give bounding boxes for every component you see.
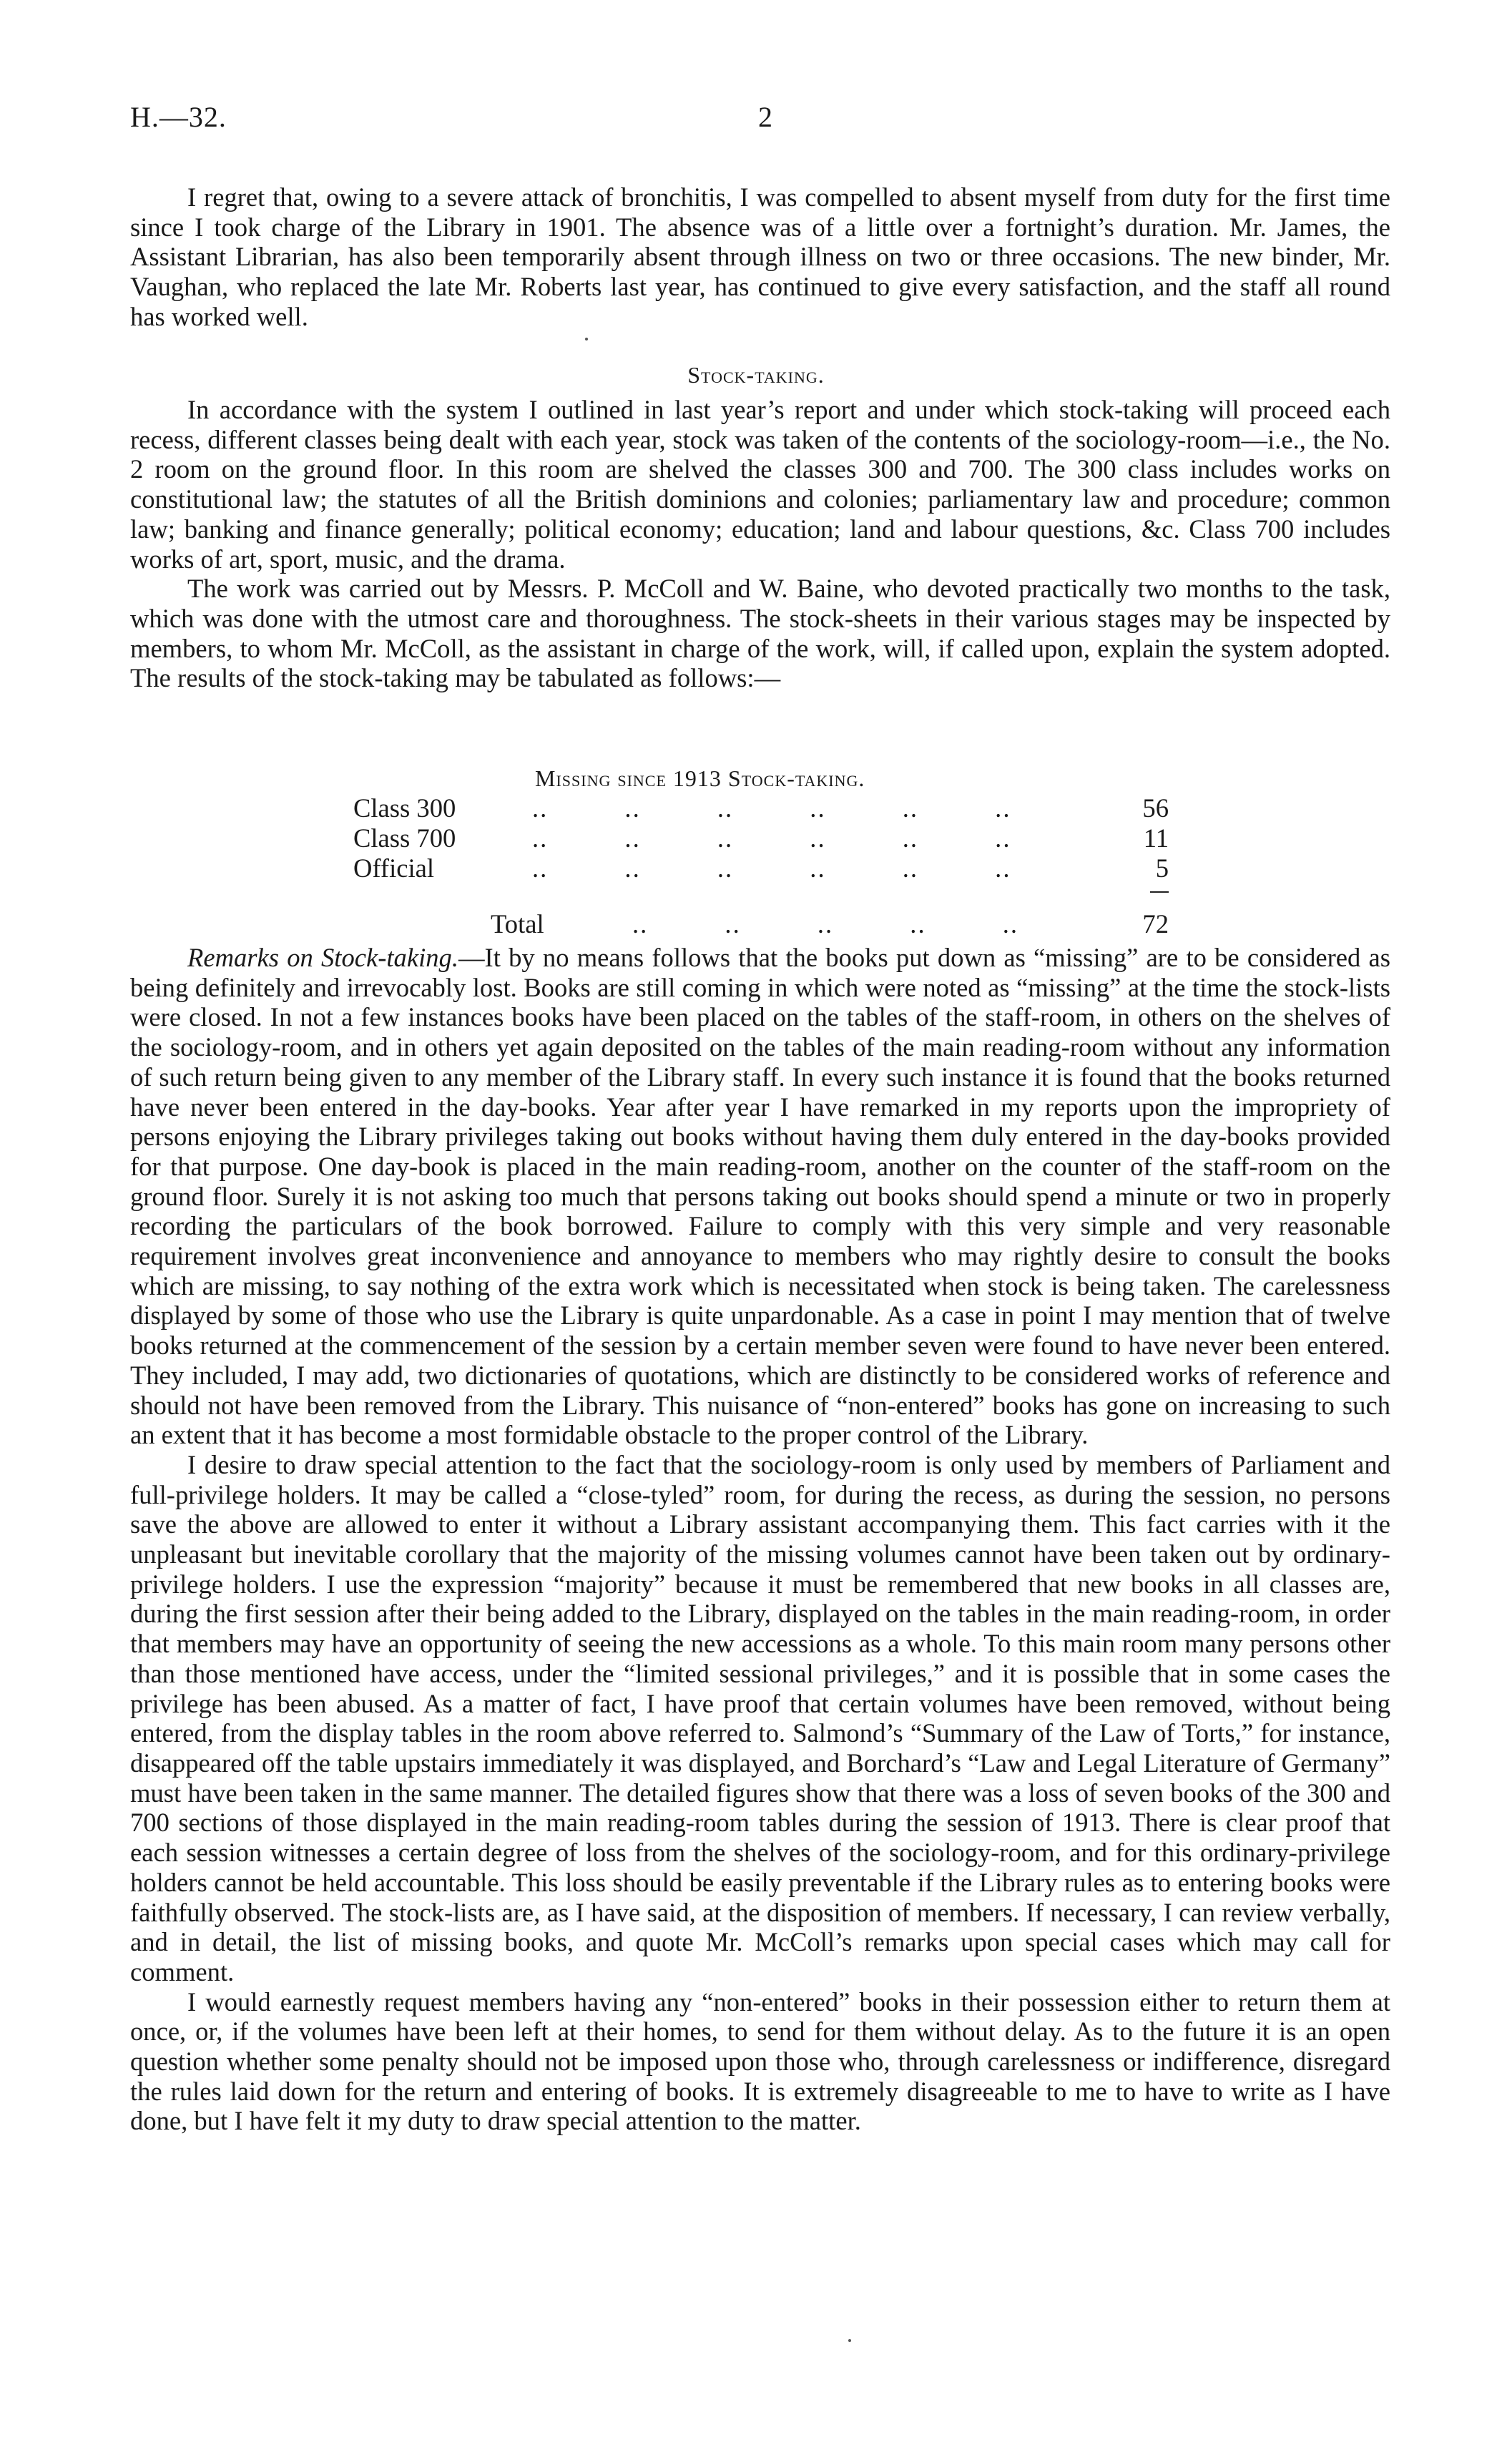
total-rule <box>1150 891 1169 893</box>
missing-table-title: Missing since 1913 Stock-taking. <box>535 765 865 791</box>
total-label: Total <box>491 909 544 939</box>
total-value: 72 <box>1142 909 1169 939</box>
table-total-row <box>353 908 1169 939</box>
remarks-paragraph-1 <box>130 943 1390 1450</box>
row-label: Class 300 <box>353 793 456 823</box>
dot-leader: .. .. .. .. .. <box>632 909 1019 939</box>
dot-leader: .. .. .. .. .. .. <box>532 793 1011 823</box>
remarks-text-1: —It by no means follows that the books put down as “missing” are to be considered as being definitely and irrevocably lost. Books are still coming in which were noted as “missing” at the time the stock-lists were closed. In not a few instances books have been placed on the tables of the staff-room, in others on the shelves of the sociology-room, and in others yet again deposited on the tables of the main reading-room without any information of such return being given to any member of the Library staff. In every such instance it is found that the books returned have never been entered in the day-books. Year after year I have remarked in my reports upon the impropriety of persons enjoying the Library privileges taking out books without having them duly entered in the day-books provided for that purpose. One day-book is placed in the main reading-room, another on the counter of the staff-room on the ground floor. Surely it is not asking too much that persons taking out books should spend a minute or two in properly recording the particulars of the book borrowed. Failure to comply with this very simple and very reasonable requirement involves great inconvenience and annoyance to members who may rightly desire to consult the books which are missing, to say nothing of the extra work which is necessitated when stock is being taken. The carelessness displayed by some of those who use the Library is quite unpardonable. As a case in point I may mention that of twelve books returned at the commencement of the session by a certain member seven were found to have never been entered. They included, I may add, two dictionaries of quotations, which are distinctly to be considered works of reference and should not have been removed from the Library. This nuisance of “non-entered” books has gone on increasing to such an extent that it has become a most formidable obstacle to the proper control of the Library. <box>130 943 1390 1450</box>
stocktaking-paragraph-2: The work was carried out by Messrs. P. McColl and W. Baine, who devoted practically two months to the task, which was done with the utmost care and thoroughness. The stock-sheets in their various stages may be inspected by members, to whom Mr. McColl, as the assistant in charge of the work, will, if called upon, explain the system adopted. The results of the stock-taking may be tabulated as follows:— <box>130 574 1390 693</box>
row-value: 56 <box>1142 793 1169 823</box>
remarks-lead: Remarks on Stock-taking. <box>187 943 458 972</box>
row-value: 5 <box>1155 853 1169 883</box>
intro-paragraph: I regret that, owing to a severe attack of bronchitis, I was compelled to absent myself from duty for the first time since I took charge of the Library in 1901. The absence was of a little over a fortnight’s duration. Mr. James, the Assistant Librarian, has also been temporarily absent through illness on two or three occasions. The new binder, Mr. Vaughan, who replaced the late Mr. Roberts last year, has continued to give every satisfaction, and the staff all round has worked well. <box>130 182 1390 331</box>
dot-leader: .. .. .. .. .. .. <box>532 823 1011 853</box>
stocktaking-section <box>130 395 1390 693</box>
page-speck <box>848 2339 851 2342</box>
page-speck <box>585 338 588 340</box>
report-reference: H.—32. <box>130 101 227 133</box>
intro-section <box>130 182 1390 332</box>
table-row <box>353 823 1169 853</box>
table-row <box>353 853 1169 883</box>
remarks-paragraph-3: I would earnestly request members having any “non-entered” books in their possession either to return them at once, or, if the volumes have been left at their homes, to send for them without delay. As to the future it is an open question whether some penalty should not be imposed upon those who, through carelessness or indifference, disregard the rules laid down for the return and entering of books. It is extremely disagreeable to me to have to write as I have done, but I have felt it my duty to draw special attention to the matter. <box>130 1986 1390 2136</box>
table-row <box>353 793 1169 823</box>
remarks-paragraph-2: I desire to draw special attention to the fact that the sociology-room is only used by members of Parliament and full-privilege holders. It may be called a “close-tyled” room, for during the recess, as during the session, no persons save the above are allowed to enter it without a Library assistant accompanying them. This fact carries with it the unpleasant but inevitable corollary that the majority of the missing volumes cannot have been taken out by ordinary-privilege holders. I use the expression “majority” because it must be remembered that new books in all classes are, during the first session after their being added to the Library, displayed on the tables in the main reading-room, in order that members may have an opportunity of seeing the new accessions as a whole. To this main room many persons other than those mentioned have access, under the “limited sessional privileges,” and it is possible that in some cases the privilege has been abused. As a matter of fact, I have proof that certain volumes have been removed, without being entered, from the display tables in the room above referred to. Salmond’s “Summary of the Law of Torts,” for instance, disappeared off the table upstairs immediately it was displayed, and Borchard’s “Law and Legal Literature of Germany” must have been taken in the same manner. The detailed figures show that there was a loss of seven books of the 300 and 700 sections of those displayed in the main reading-room tables during the session of 1913. There is clear proof that each session witnesses a certain degree of loss from the shelves of the sociology-room, and for this ordinary-privilege holders cannot be held accountable. This loss should be easily preventable if the Library rules as to entering books were faithfully observed. The stock-lists are, as I have said, at the disposition of members. If necessary, I can review verbally, and in detail, the list of missing books, and quote Mr. McColl’s remarks upon special cases which may call for comment. <box>130 1449 1390 1986</box>
page-number: 2 <box>758 101 772 133</box>
row-label: Class 700 <box>353 823 456 853</box>
dot-leader: .. .. .. .. .. .. <box>532 853 1011 883</box>
row-value: 11 <box>1143 823 1169 853</box>
remarks-section <box>130 943 1390 2136</box>
row-label: Official <box>353 853 435 883</box>
section-heading-stocktaking: Stock-taking. <box>687 362 825 388</box>
stocktaking-paragraph-1: In accordance with the system I outlined in last year’s report and under which stock-taking will proceed each recess, different classes being dealt with each year, stock was taken of the contents of the sociology-room—i.e., the No. 2 room on the ground floor. In this room are shelved the classes 300 and 700. The 300 class includes works on constitutional law; the statutes of all the British dominions and colonies; parliamentary law and procedure; common law; banking and finance generally; political economy; education; land and labour questions, &c. Class 700 includes works of art, sport, music, and the drama. <box>130 395 1390 574</box>
